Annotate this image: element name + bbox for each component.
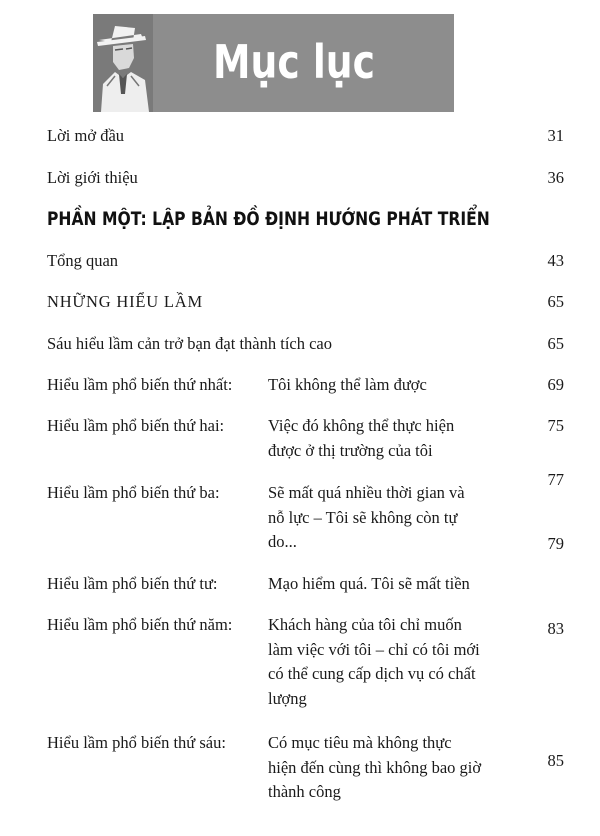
description-line: Mạo hiểm quá. Tôi sẽ mất tiền [268,574,470,593]
toc-page-number: 43 [547,251,564,270]
toc-page-number: 36 [547,168,564,187]
toc-page-number: 65 [547,292,564,311]
toc-page-number: 79 [547,534,564,553]
toc-page-number: 83 [547,619,564,638]
toc-misconception-label[interactable]: Hiểu lầm phổ biến thứ sáu: [47,733,226,752]
description-line: nỗ lực – Tôi sẽ không còn tự [268,507,458,527]
toc-entry-overview[interactable]: Tổng quan [47,251,119,270]
description-line: có thể cung cấp dịch vụ có chất [268,664,476,683]
toc-entry-introduction[interactable]: Lời giới thiệu [47,168,138,187]
description-line: lượng [268,688,307,708]
description-line: làm việc với tôi – chỉ có tôi mới [268,639,480,659]
toc-misconception-label[interactable]: Hiểu lầm phổ biến thứ ba: [47,483,220,502]
toc-misconception-label[interactable]: Hiểu lầm phổ biến thứ tư: [47,574,218,593]
man-in-hat-silhouette-icon [93,14,153,112]
toc-misconception-description[interactable] [268,481,513,555]
description-line: thành công [268,782,341,801]
toc-misconception-description[interactable] [268,572,513,597]
part-one-heading: PHẦN MỘT: LẬP BẢN ĐỒ ĐỊNH HƯỚNG PHÁT TRIỂN [47,208,490,230]
toc-page-number: 31 [547,126,564,145]
toc-misconception-description[interactable] [268,731,513,805]
toc-entry-foreword[interactable]: Lời mở đầu [47,126,125,145]
toc-misconception-description[interactable] [268,414,513,463]
toc-page-number: 65 [547,334,564,353]
description-line: do... [268,532,297,551]
description-line: Việc đó không thể thực hiện [268,416,455,435]
toc-entry-six-misconceptions[interactable]: Sáu hiểu lầm cản trở bạn đạt thành tích cao [47,334,333,353]
description-line: hiện đến cùng thì không bao giờ [268,757,482,777]
toc-misconception-label[interactable]: Hiểu lầm phổ biến thứ hai: [47,416,225,435]
toc-misconception-label[interactable]: Hiểu lầm phổ biến thứ nhất: [47,375,233,394]
toc-page-number: 69 [547,375,564,394]
toc-section-misconceptions[interactable]: NHỮNG HIỂU LẦM [47,292,203,311]
description-line: Có mục tiêu mà không thực [268,733,452,752]
description-line: Sẽ mất quá nhiều thời gian và [268,483,465,502]
description-line: được ở thị trường của tôi [268,440,433,460]
toc-page-number: 77 [547,470,564,489]
toc-page-number: 75 [547,416,564,435]
toc-misconception-description[interactable] [268,613,513,711]
description-line: Tôi không thể làm được [268,375,427,394]
description-line: Khách hàng của tôi chỉ muốn [268,615,462,634]
toc-misconception-label[interactable]: Hiểu lầm phổ biến thứ năm: [47,615,233,634]
page-title: Mục lục [213,35,376,89]
toc-page-number: 85 [547,751,564,770]
toc-misconception-description[interactable] [268,373,513,398]
header-banner [93,14,454,112]
